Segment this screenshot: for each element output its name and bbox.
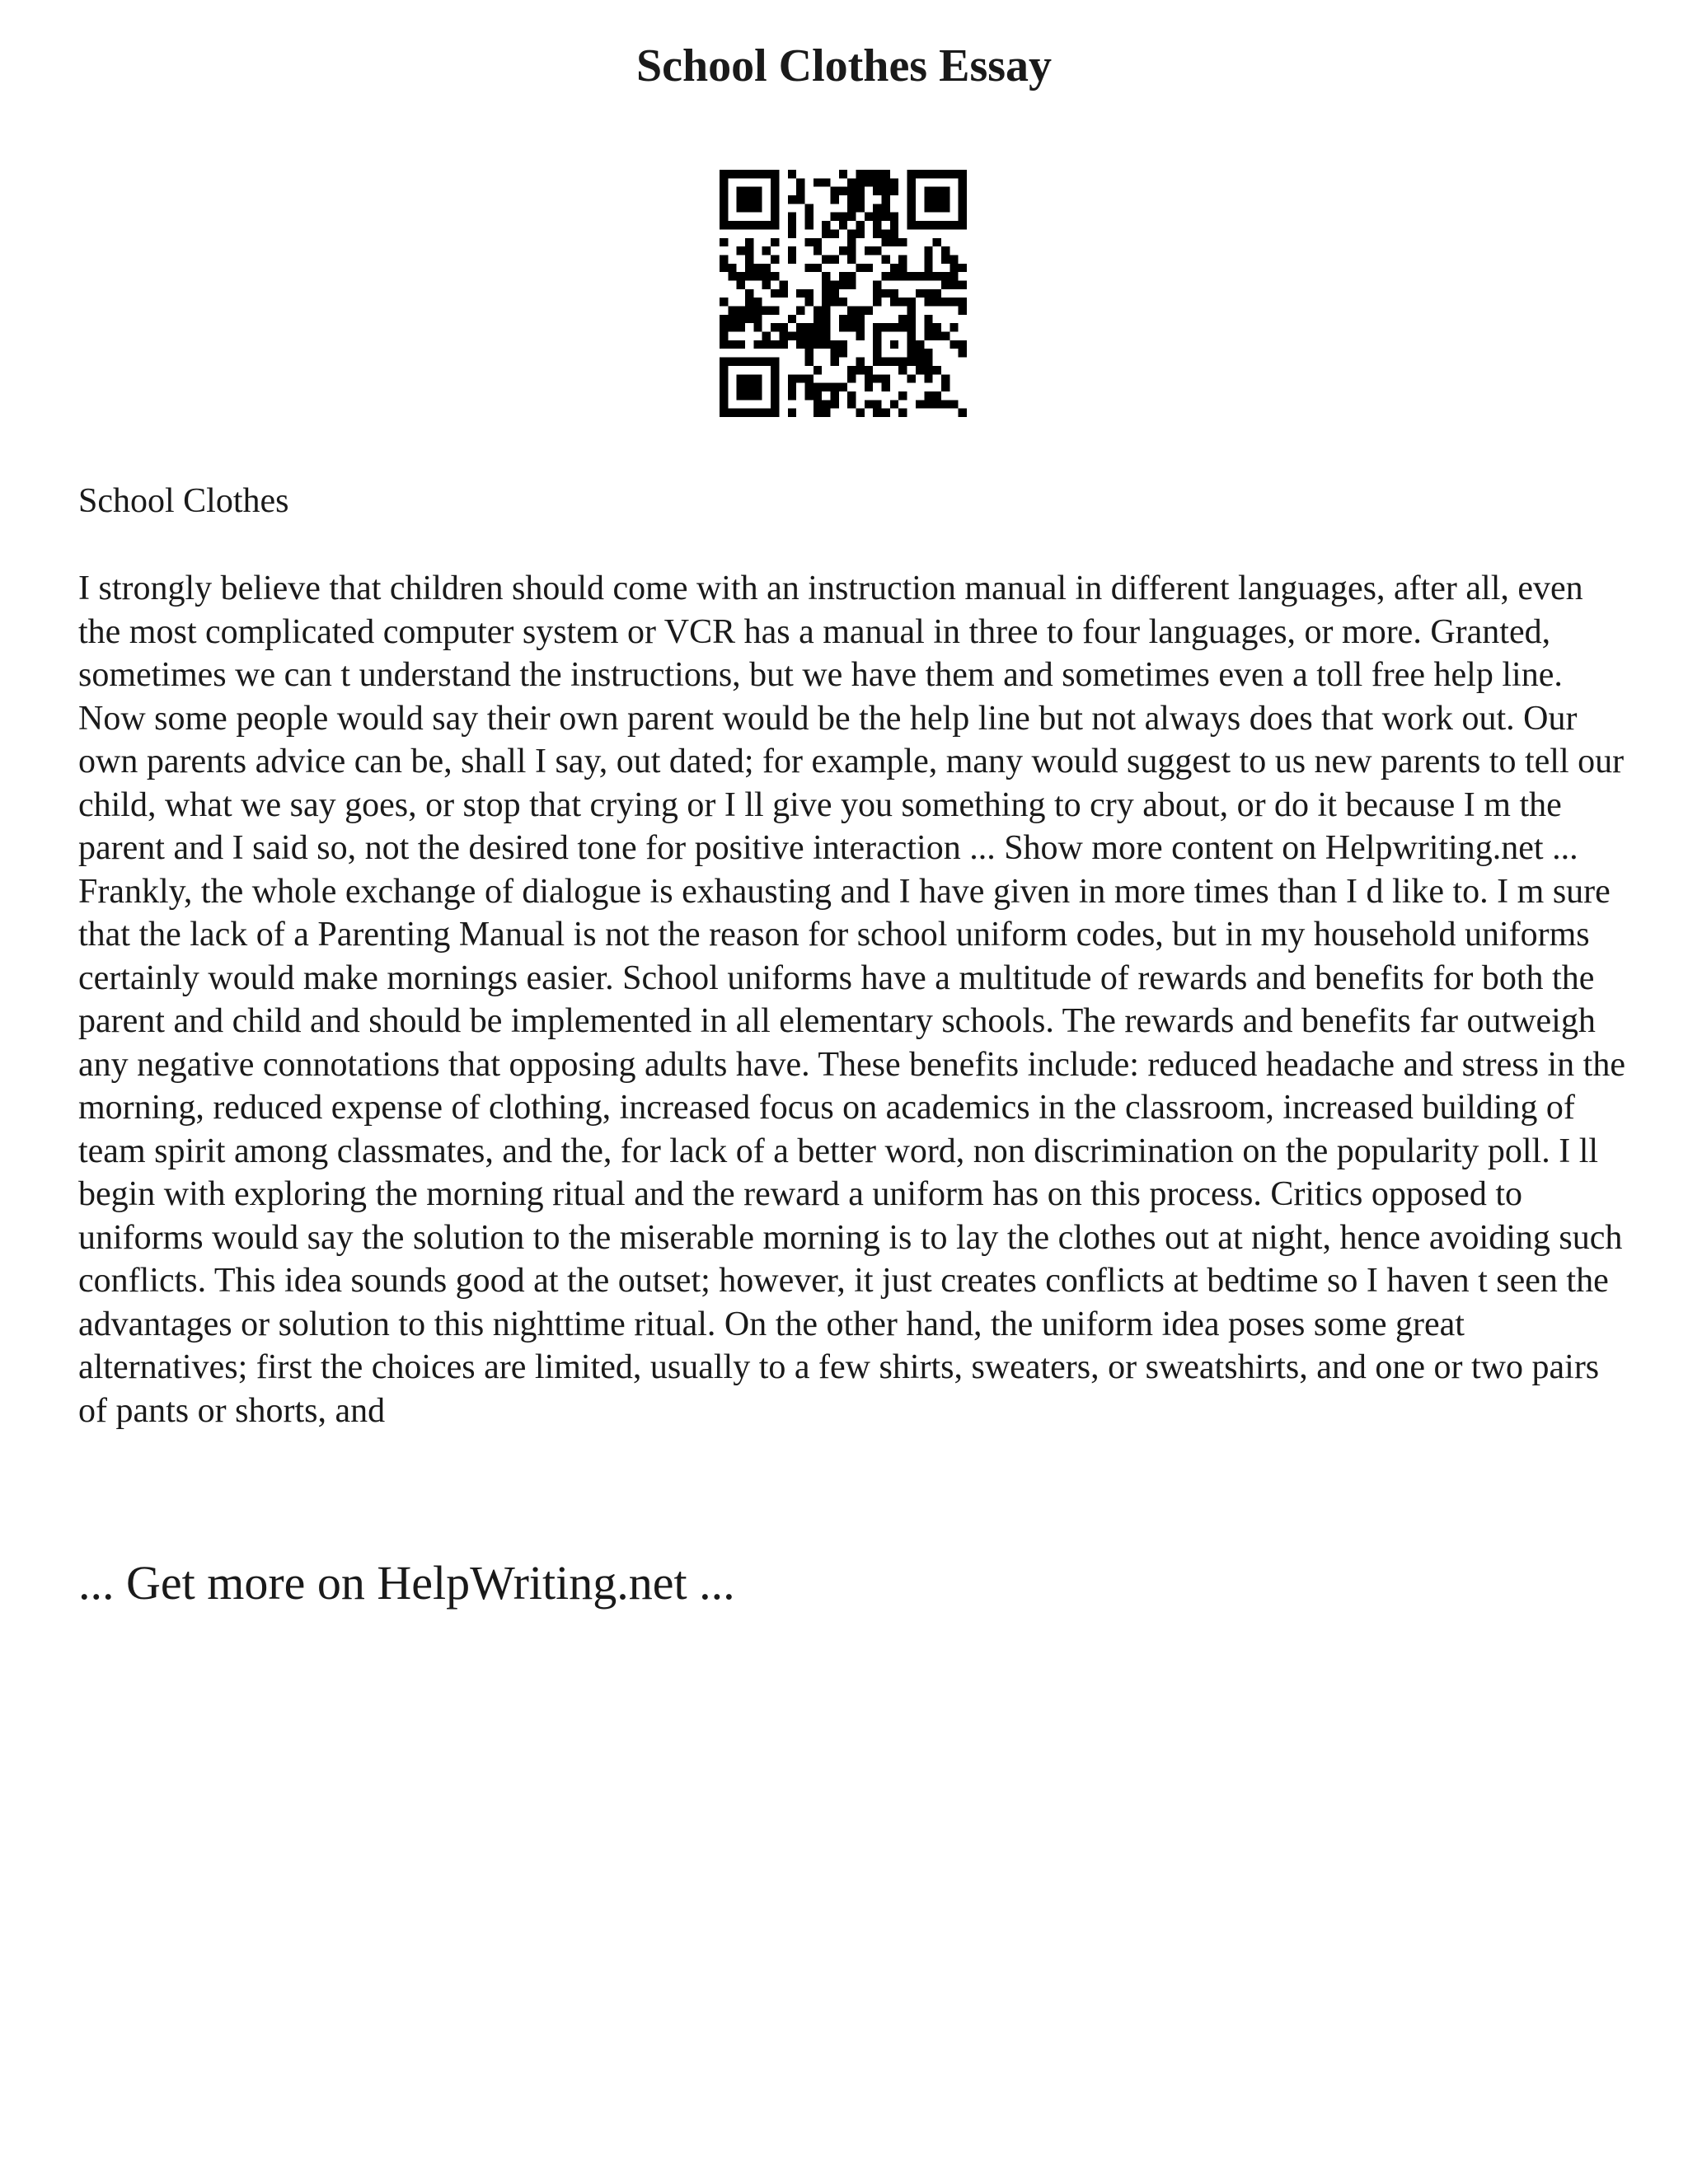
qr-code-icon xyxy=(720,170,967,417)
essay-body xyxy=(78,567,1628,1432)
get-more-link[interactable]: ... Get more on HelpWriting.net ... xyxy=(78,1556,735,1610)
section-heading: School Clothes xyxy=(78,482,289,520)
essay-paragraph: I strongly believe that children should come with an instruction manual in different languages, after all, even the most complicated computer system or VCR has a manual in three to four languages, or more. Granted, sometimes we can t understand the instructions, but we have them and sometimes even a toll free help line. Now some people would say their own parent would be the help line but not always does that work out. Our own parents advice can be, shall I say, out dated; for example, many would suggest to us new parents to tell our child, what we say goes, or stop that crying or I ll give you something to cry about, or do it because I m the parent and I said so, not the desired tone for positive interaction ... Show more content on Helpwriting.net ... xyxy=(78,569,1625,867)
document-title: School Clothes Essay xyxy=(635,40,1053,91)
qr-code[interactable] xyxy=(720,170,967,417)
essay-paragraph: Frankly, the whole exchange of dialogue is exhausting and I have given in more times than I d like to. I m sure that the lack of a Parenting Manual is not the reason for school uniform codes, but in my household uniforms certainly would make mornings easier. School uniforms have a multitude of rewards and benefits for both the parent and child and should be implemented in all elementary schools. The rewards and benefits far outweigh any negative connotations that opposing adults have. These benefits include: reduced headache and stress in the morning, reduced expense of clothing, increased focus on academics in the classroom, increased building of team spirit among classmates, and the, for lack of a better word, non discrimination on the popularity poll. I ll begin with exploring the morning ritual and the reward a uniform has on this process. Critics opposed to uniforms would say the solution to the miserable morning is to lay the clothes out at night, hence avoiding such conflicts. This idea sounds good at the outset; however, it just creates conflicts at bedtime so I haven t seen the advantages or solution to this nighttime ritual. On the other hand, the uniform idea poses some great alternatives; first the choices are limited, usually to a few shirts, sweaters, or sweatshirts, and one or two pairs of pants or shorts, and xyxy=(78,872,1625,1430)
